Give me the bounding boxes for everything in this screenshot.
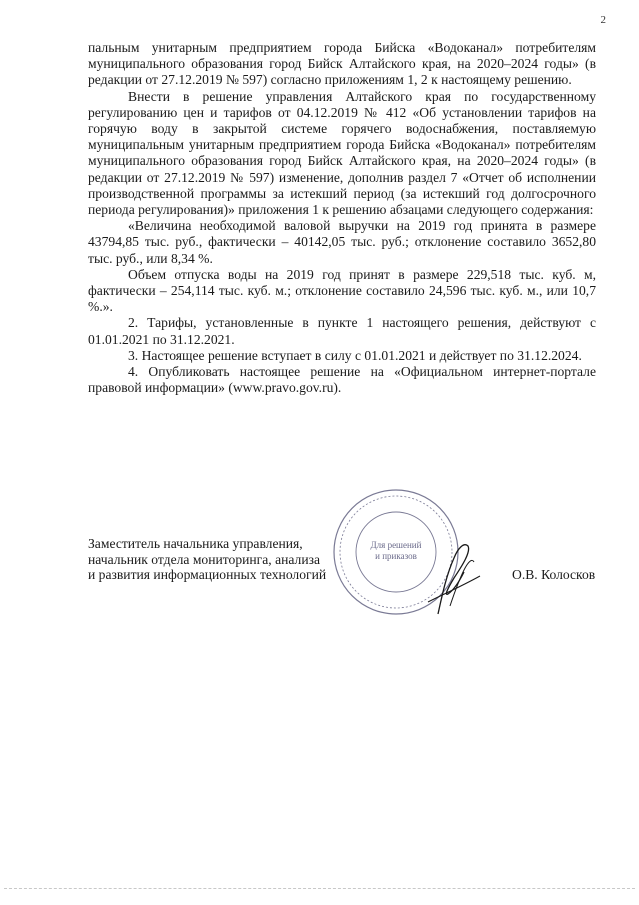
page-number: 2: [600, 14, 606, 26]
signatory-title-line1: Заместитель начальника управления,: [88, 536, 303, 551]
stamp-text-line2: и приказов: [375, 551, 417, 561]
signatory-title: [88, 536, 326, 583]
paragraph-water-volume: Объем отпуска воды на 2019 год принят в размере 229,518 тыс. куб. м, фактически – 254,114 тыс. куб. м.; отклонение составило 24,596 тыс. куб. м., или 10,7 %.».: [88, 266, 596, 315]
signatory-title-line3: и развития информационных технологий: [88, 567, 327, 582]
handwritten-signature: [398, 536, 498, 618]
paragraph-amendment: Внести в решение управления Алтайского края по государственному регулированию цен и тарифов от 04.12.2019 № 412 «Об установлении тарифов на горячую воду в закрытой системе горячего водоснабжения, поставляемую муниципальным унитарным предприятием города Бийска «Водоканал» потребителям муниципального образования город Бийск Алтайского края, на 2020–2024 годы» (в редакции от 27.12.2019 № 597) изменение, дополнив раздел 7 «Отчет об исполнении производственной программы за истекший период (за истекший год долгосрочного периода регулирования)» приложения 1 к решению абзацами следующего содержания:: [88, 88, 596, 218]
signatory-name: О.В. Колосков: [512, 567, 596, 582]
paragraph-continuation: пальным унитарным предприятием города Бийска «Водоканал» потребителям муниципального образования город Бийск Алтайского края, на 2020–2024 годы» (в редакции от 27.12.2019 № 597) согласно приложениям 1, 2 к настоящему решению.: [88, 40, 596, 88]
document-body: [88, 40, 596, 396]
paragraph-revenue: «Величина необходимой валовой выручки на 2019 год принята в размере 43794,85 тыс. руб., фактически – 40142,05 тыс. руб.; отклонение составило 3652,80 тыс. руб., или 8,34 %.: [88, 218, 596, 266]
paragraph-tariffs: 2. Тарифы, установленные в пункте 1 настоящего решения, действуют с 01.01.2021 по 31.12.2021.: [88, 315, 596, 347]
stamp-text-line1: Для решений: [370, 540, 422, 550]
footer-divider: [4, 888, 635, 889]
paragraph-publish: 4. Опубликовать настоящее решение на «Официальном интернет-портале правовой информации» (www.pravo.gov.ru).: [88, 364, 596, 396]
signatory-title-line2: начальник отдела мониторинга, анализа: [88, 551, 321, 567]
paragraph-effective-date: 3. Настоящее решение вступает в силу с 01.01.2021 и действует по 31.12.2024.: [128, 347, 582, 363]
